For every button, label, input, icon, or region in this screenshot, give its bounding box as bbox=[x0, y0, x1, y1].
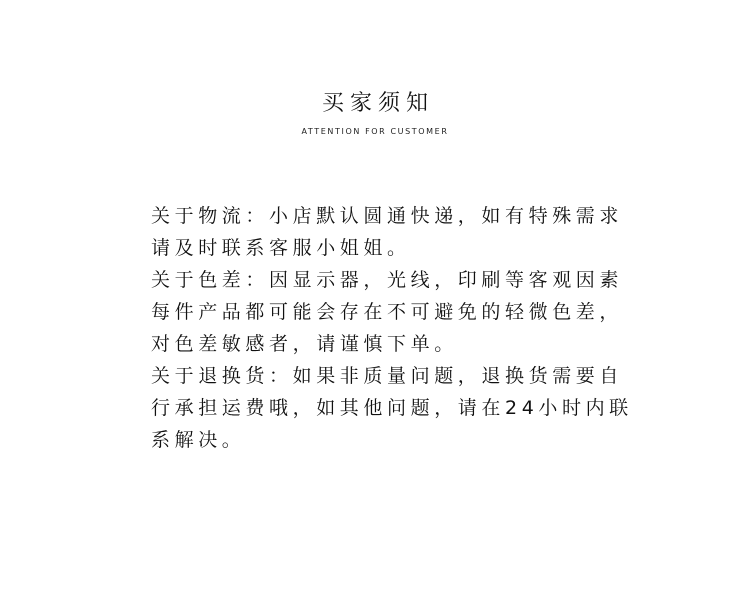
page-header bbox=[0, 90, 750, 138]
notice-line-returns-3: 系解决。 bbox=[151, 429, 246, 451]
notice-line-shipping-1: 关于物流：小店默认圆通快递，如有特殊需求 bbox=[151, 205, 624, 227]
notice-body bbox=[151, 200, 631, 456]
notice-line-returns-2: 行承担运费哦，如其他问题，请在24小时内联 bbox=[151, 397, 633, 419]
page-subtitle: ATTENTION FOR CUSTOMER bbox=[301, 127, 449, 136]
notice-line-shipping-2: 请及时联系客服小姐姐。 bbox=[151, 237, 411, 259]
notice-line-color-3: 对色差敏感者，请谨慎下单。 bbox=[151, 333, 458, 355]
notice-line-returns-1: 关于退换货：如果非质量问题，退换货需要自 bbox=[151, 365, 624, 387]
notice-line-color-1: 关于色差：因显示器，光线，印刷等客观因素 bbox=[151, 269, 624, 291]
notice-line-color-2: 每件产品都可能会存在不可避免的轻微色差， bbox=[151, 301, 624, 323]
page-title: 买家须知 bbox=[321, 91, 434, 116]
